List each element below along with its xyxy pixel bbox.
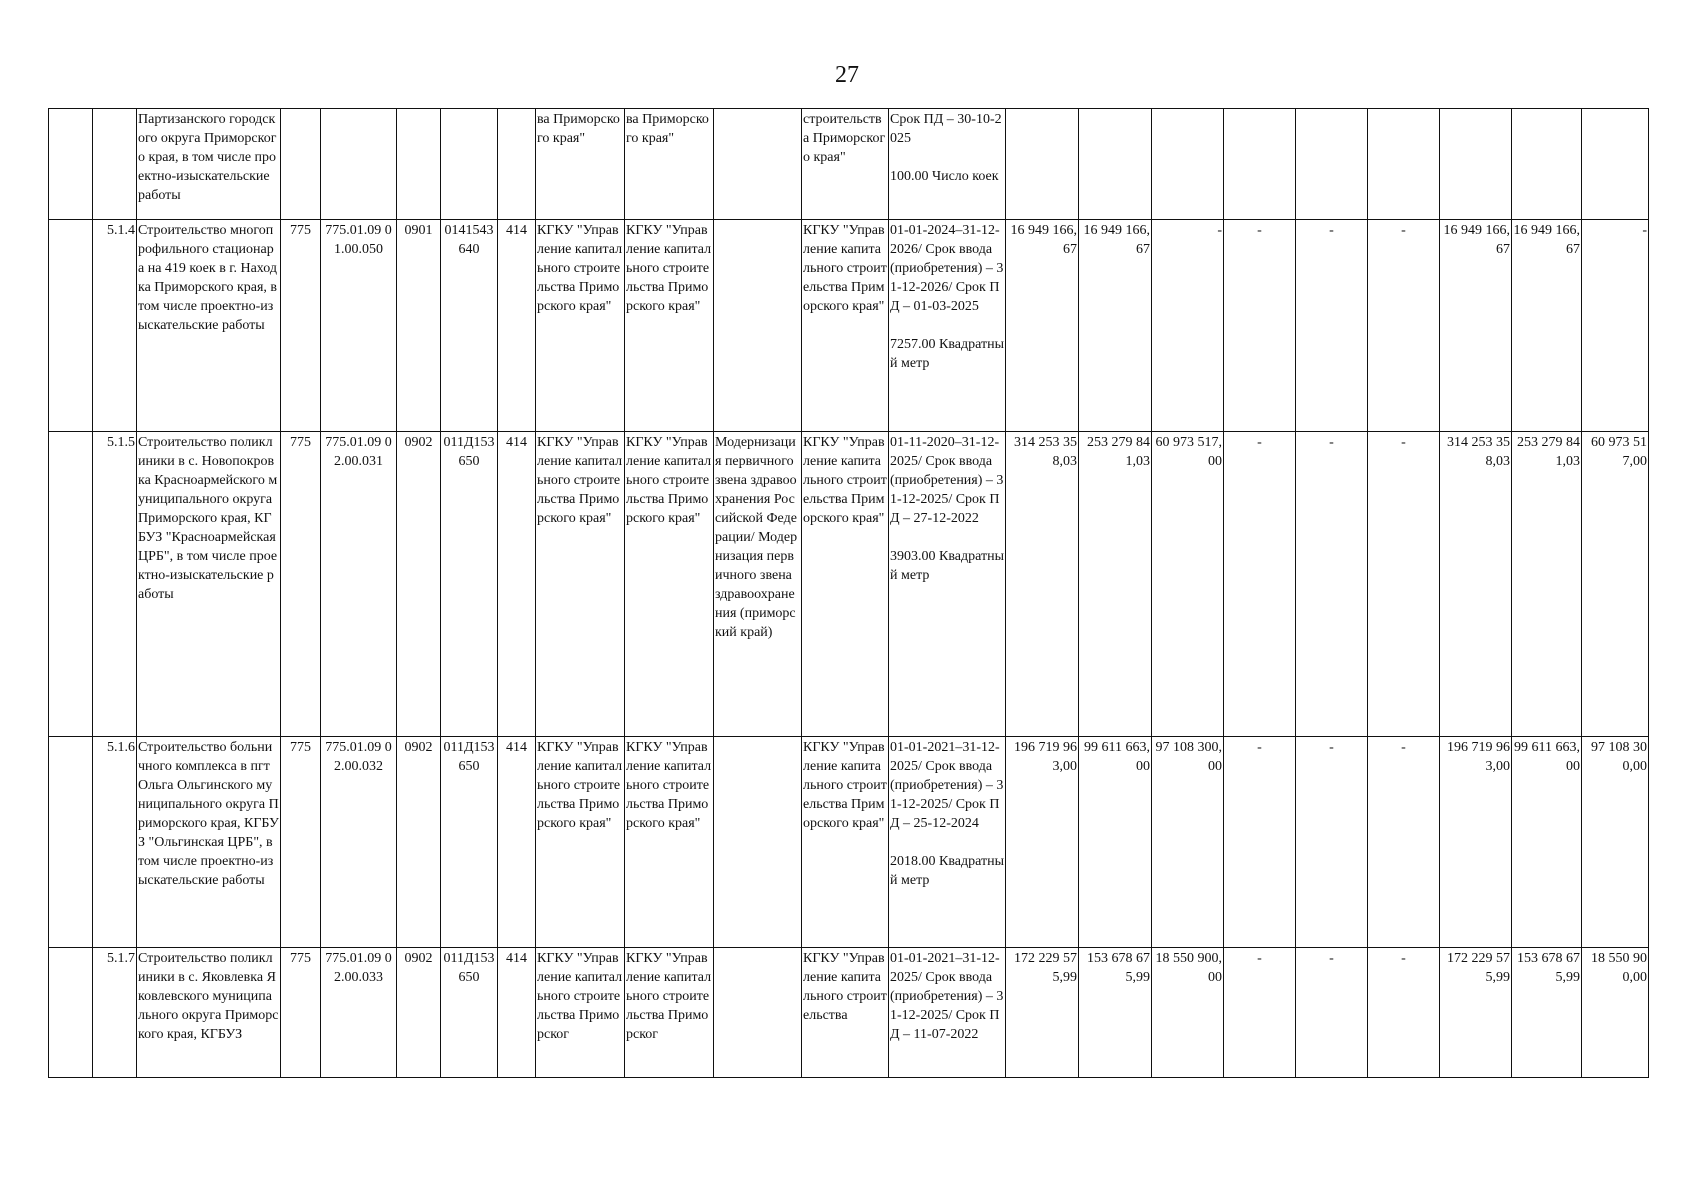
grbs-code: 775	[281, 737, 321, 948]
col-blank	[49, 220, 93, 432]
value-col-5: -	[1296, 737, 1368, 948]
value-regional-2025	[1512, 109, 1582, 220]
value-regional-2026: 18 550 900,00	[1582, 948, 1649, 1078]
object-name: Строительство поликлиники в с. Новопокровка Красноармейского муниципального округа Приморского края, КГБУЗ "Красноармейская ЦРБ", в том числе проектно-изыскательские работы	[137, 432, 281, 737]
col-blank	[49, 948, 93, 1078]
value-regional-2026	[1582, 109, 1649, 220]
value-col-5: -	[1296, 220, 1368, 432]
national-project	[714, 220, 802, 432]
state-customer: КГКУ "Управление капитального строительства Приморского края"	[802, 432, 889, 737]
value-col-5	[1296, 109, 1368, 220]
target-article-code: 0141543640	[441, 220, 498, 432]
value-regional-total: 314 253 358,03	[1440, 432, 1512, 737]
object-code: 775.01.09 01.00.050	[321, 220, 397, 432]
grbs-code: 775	[281, 220, 321, 432]
expense-type-code	[498, 109, 536, 220]
customer: КГКУ "Управление капитального строительства Приморского края"	[536, 737, 625, 948]
value-col-6	[1368, 109, 1440, 220]
value-col-5: -	[1296, 948, 1368, 1078]
grbs-code: 775	[281, 432, 321, 737]
value-col-4: -	[1224, 737, 1296, 948]
value-regional-total: 16 949 166,67	[1440, 220, 1512, 432]
expense-type-code: 414	[498, 948, 536, 1078]
national-project: Модернизация первичного звена здравоохранения Российской Федерации/ Модернизация первичного звена здравоохранения (приморский край)	[714, 432, 802, 737]
customer: КГКУ "Управление капитального строительства Приморского края"	[536, 432, 625, 737]
table-row	[49, 432, 1649, 737]
table-row	[49, 737, 1649, 948]
object-name: Строительство поликлиники в с. Яковлевка Яковлевского муниципального округа Приморского края, КГБУЗ	[137, 948, 281, 1078]
value-col-4	[1224, 109, 1296, 220]
deadlines-capacity: 01-01-2021–31-12-2025/ Срок ввода (приобретения) – 31-12-2025/ Срок ПД – 11-07-2022	[889, 948, 1006, 1078]
deadlines-capacity: 01-01-2021–31-12-2025/ Срок ввода (приобретения) – 31-12-2025/ Срок ПД – 25-12-2024 2018.00 Квадратный метр	[889, 737, 1006, 948]
value-col-6: -	[1368, 737, 1440, 948]
value-col-5: -	[1296, 432, 1368, 737]
value-total: 16 949 166,67	[1006, 220, 1079, 432]
target-article-code: 011Д153650	[441, 737, 498, 948]
object-code: 775.01.09 02.00.032	[321, 737, 397, 948]
expense-type-code: 414	[498, 432, 536, 737]
national-project	[714, 737, 802, 948]
value-col-6: -	[1368, 220, 1440, 432]
value-2026: 18 550 900,00	[1152, 948, 1224, 1078]
grbs-code	[281, 109, 321, 220]
state-customer: КГКУ "Управление капитального строительства	[802, 948, 889, 1078]
section-code: 0902	[397, 432, 441, 737]
value-col-4: -	[1224, 432, 1296, 737]
section-code	[397, 109, 441, 220]
investment-table	[48, 108, 1649, 1078]
value-regional-2025: 253 279 841,03	[1512, 432, 1582, 737]
value-2026	[1152, 109, 1224, 220]
value-2025: 99 611 663,00	[1079, 737, 1152, 948]
value-total: 172 229 575,99	[1006, 948, 1079, 1078]
table-row	[49, 220, 1649, 432]
section-code: 0902	[397, 948, 441, 1078]
deadlines-capacity: 01-11-2020–31-12-2025/ Срок ввода (приобретения) – 31-12-2025/ Срок ПД – 27-12-2022 3903.00 Квадратный метр	[889, 432, 1006, 737]
state-customer: строительства Приморского края"	[802, 109, 889, 220]
target-article-code: 011Д153650	[441, 948, 498, 1078]
value-total: 196 719 963,00	[1006, 737, 1079, 948]
object-name: Строительство больничного комплекса в пгт Ольга Ольгинского муниципального округа Приморского края, КГБУЗ "Ольгинская ЦРБ", в том числе проектно-изыскательские работы	[137, 737, 281, 948]
developer: КГКУ "Управление капитального строительства Приморского края"	[625, 432, 714, 737]
state-customer: КГКУ "Управление капитального строительства Приморского края"	[802, 737, 889, 948]
value-col-4: -	[1224, 220, 1296, 432]
value-regional-2026: 60 973 517,00	[1582, 432, 1649, 737]
item-number: 5.1.7	[93, 948, 137, 1078]
customer: КГКУ "Управление капитального строительства Приморского края"	[536, 220, 625, 432]
value-col-4: -	[1224, 948, 1296, 1078]
state-customer: КГКУ "Управление капитального строительства Приморского края"	[802, 220, 889, 432]
customer: КГКУ "Управление капитального строительства Приморског	[536, 948, 625, 1078]
value-total: 314 253 358,03	[1006, 432, 1079, 737]
target-article-code	[441, 109, 498, 220]
value-regional-2026: 97 108 300,00	[1582, 737, 1649, 948]
table-row	[49, 109, 1649, 220]
value-regional-2025: 99 611 663,00	[1512, 737, 1582, 948]
col-blank	[49, 432, 93, 737]
value-regional-2026: -	[1582, 220, 1649, 432]
object-code: 775.01.09 02.00.033	[321, 948, 397, 1078]
col-blank	[49, 109, 93, 220]
value-regional-2025: 16 949 166,67	[1512, 220, 1582, 432]
national-project	[714, 948, 802, 1078]
value-2025: 153 678 675,99	[1079, 948, 1152, 1078]
col-blank	[49, 737, 93, 948]
value-regional-total: 196 719 963,00	[1440, 737, 1512, 948]
item-number	[93, 109, 137, 220]
value-regional-total: 172 229 575,99	[1440, 948, 1512, 1078]
customer: ва Приморского края"	[536, 109, 625, 220]
value-regional-total	[1440, 109, 1512, 220]
grbs-code: 775	[281, 948, 321, 1078]
target-article-code: 011Д153650	[441, 432, 498, 737]
value-col-6: -	[1368, 432, 1440, 737]
table-row	[49, 948, 1649, 1078]
value-2025	[1079, 109, 1152, 220]
value-2025: 16 949 166,67	[1079, 220, 1152, 432]
value-2026: 97 108 300,00	[1152, 737, 1224, 948]
item-number: 5.1.6	[93, 737, 137, 948]
section-code: 0901	[397, 220, 441, 432]
developer: КГКУ "Управление капитального строительства Приморского края"	[625, 220, 714, 432]
section-code: 0902	[397, 737, 441, 948]
value-2026: -	[1152, 220, 1224, 432]
value-regional-2025: 153 678 675,99	[1512, 948, 1582, 1078]
page-number: 27	[835, 62, 859, 88]
object-name: Партизанского городского округа Приморского края, в том числе проектно-изыскательские работы	[137, 109, 281, 220]
deadlines-capacity: 01-01-2024–31-12-2026/ Срок ввода (приобретения) – 31-12-2026/ Срок ПД – 01-03-2025 7257.00 Квадратный метр	[889, 220, 1006, 432]
value-2025: 253 279 841,03	[1079, 432, 1152, 737]
deadlines-capacity: Срок ПД – 30-10-2025 100.00 Число коек	[889, 109, 1006, 220]
developer: КГКУ "Управление капитального строительства Приморского края"	[625, 737, 714, 948]
expense-type-code: 414	[498, 737, 536, 948]
developer: ва Приморского края"	[625, 109, 714, 220]
item-number: 5.1.4	[93, 220, 137, 432]
developer: КГКУ "Управление капитального строительства Приморског	[625, 948, 714, 1078]
expense-type-code: 414	[498, 220, 536, 432]
object-name: Строительство многопрофильного стационара на 419 коек в г. Находка Приморского края, в том числе проектно-изыскательские работы	[137, 220, 281, 432]
object-code: 775.01.09 02.00.031	[321, 432, 397, 737]
object-code	[321, 109, 397, 220]
item-number: 5.1.5	[93, 432, 137, 737]
value-total	[1006, 109, 1079, 220]
national-project	[714, 109, 802, 220]
value-2026: 60 973 517,00	[1152, 432, 1224, 737]
value-col-6: -	[1368, 948, 1440, 1078]
